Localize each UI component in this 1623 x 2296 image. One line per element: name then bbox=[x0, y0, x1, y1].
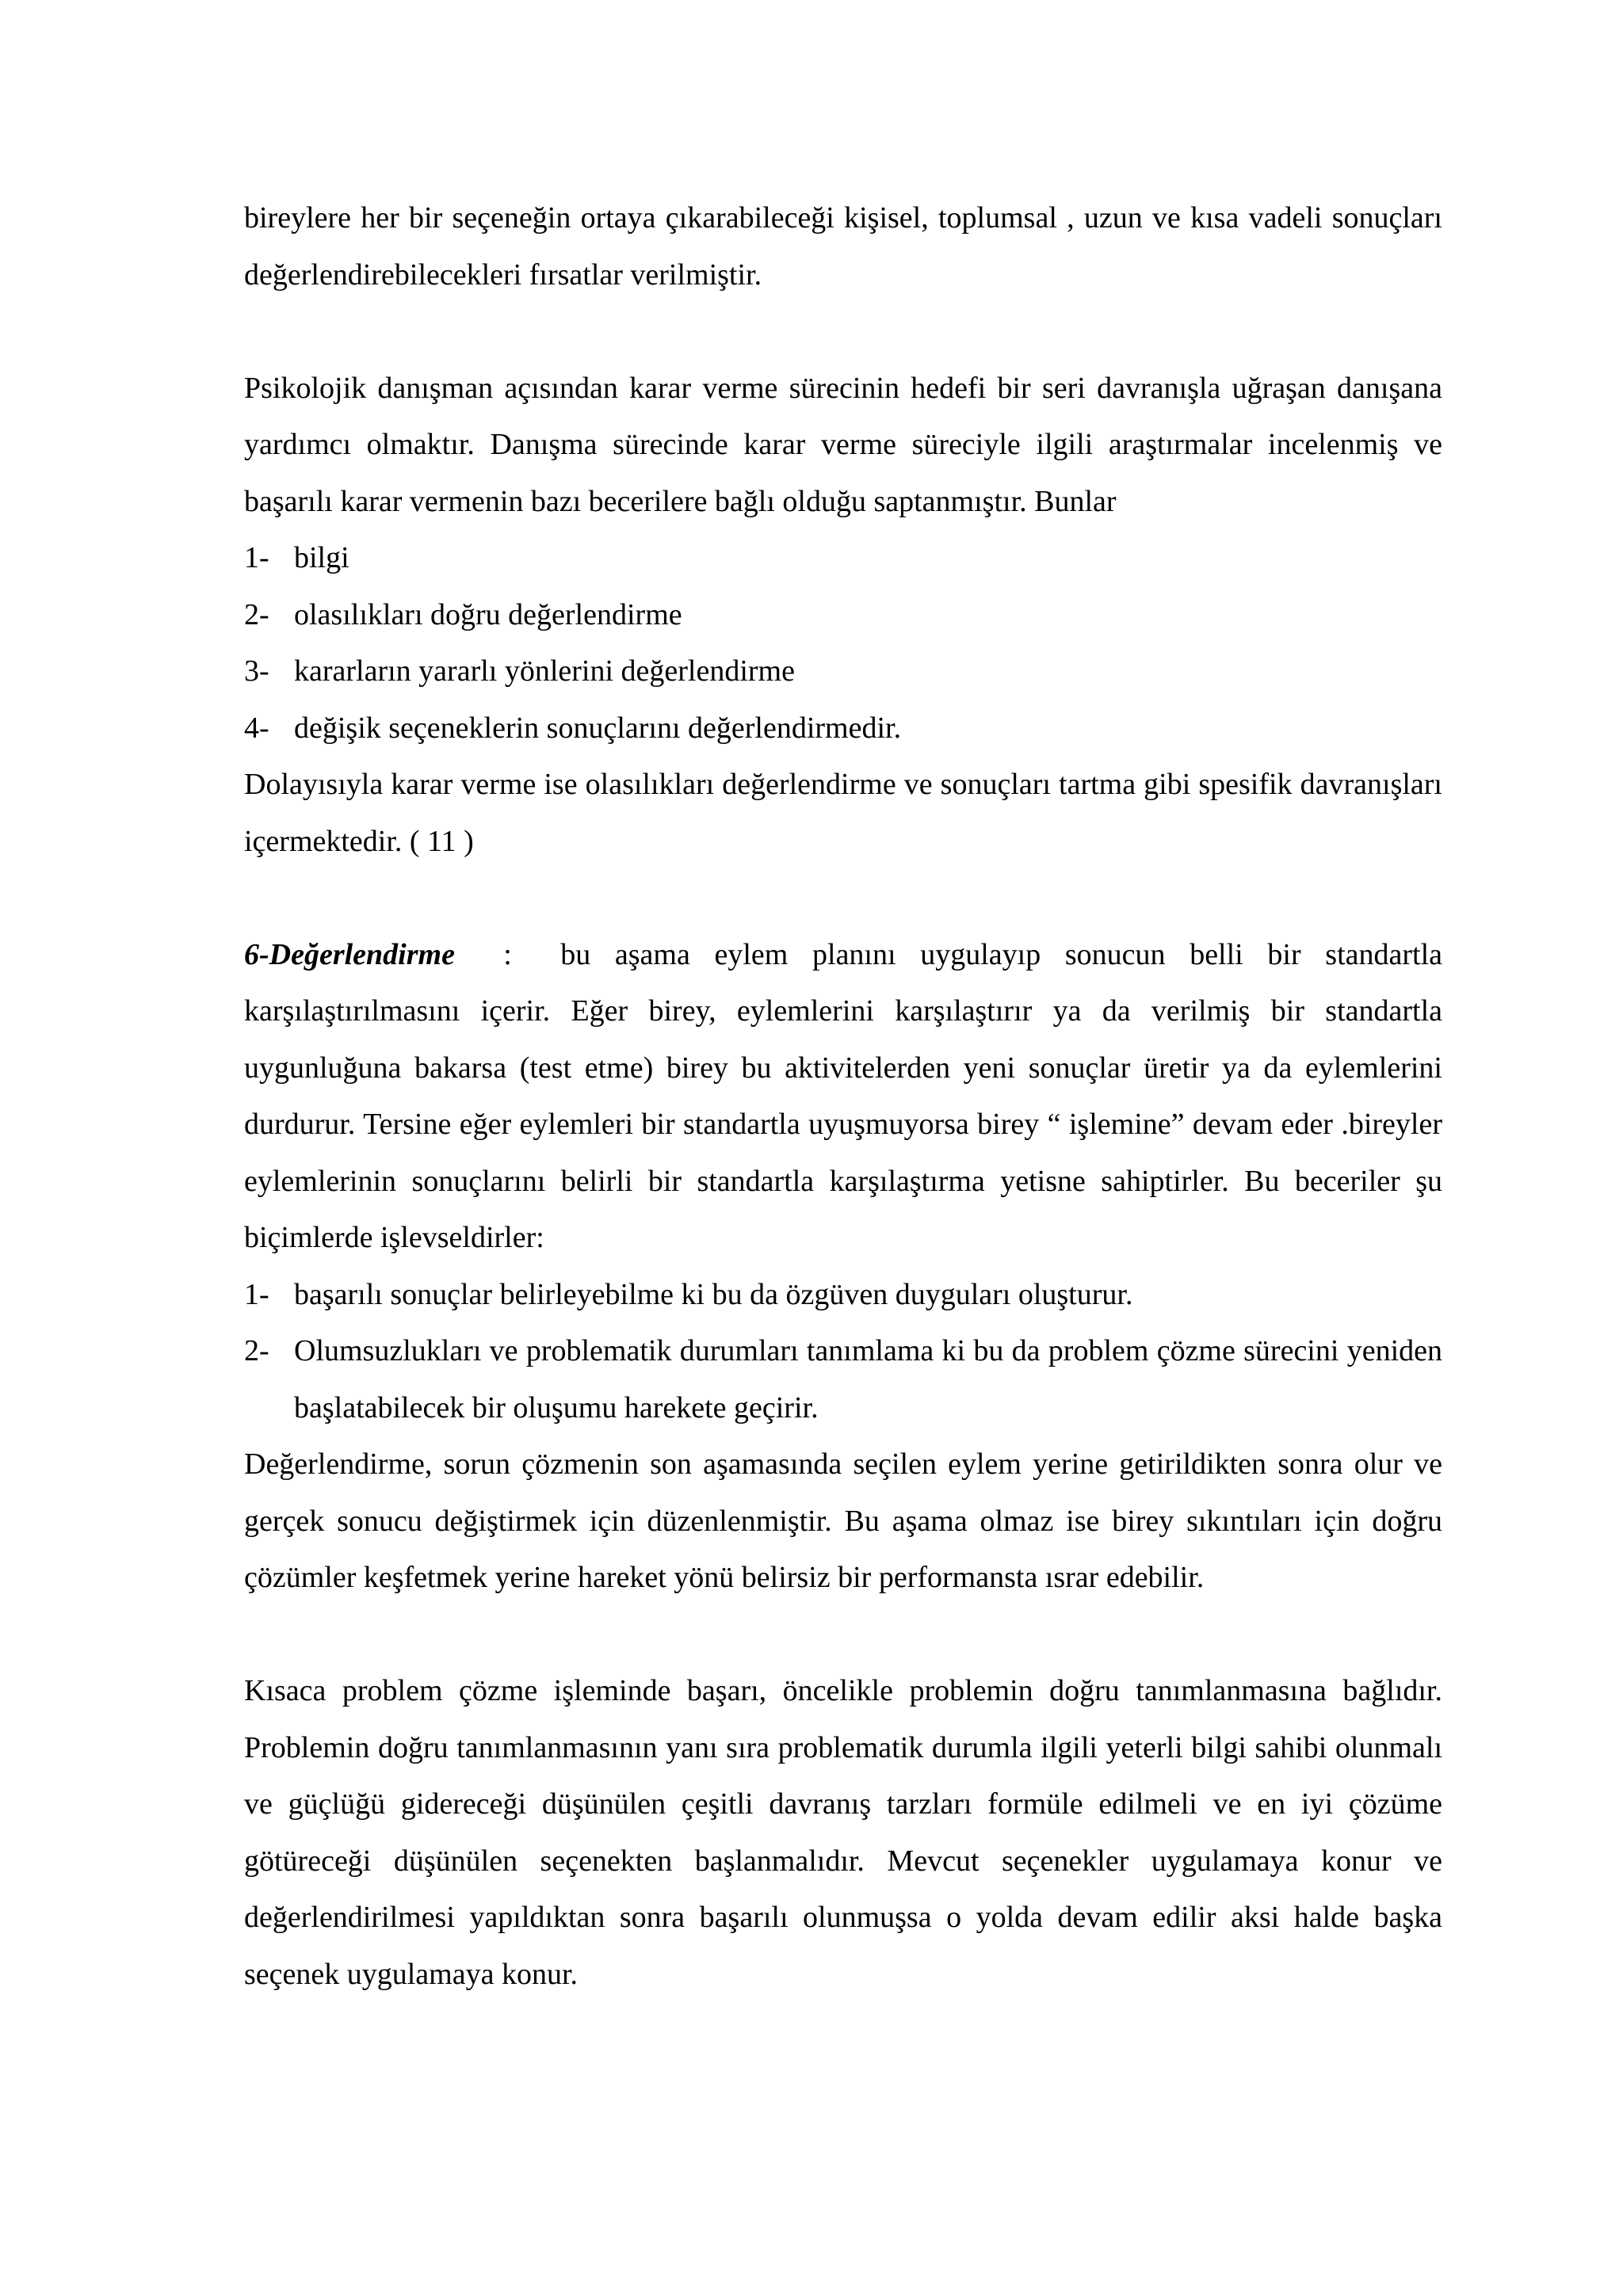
list-item-number: 2- bbox=[244, 597, 269, 631]
list-item bbox=[244, 587, 1442, 644]
list-item-number: 2- bbox=[244, 1334, 269, 1367]
list-item-number: 3- bbox=[244, 654, 269, 688]
paragraph-evaluation-timing: Değerlendirme, sorun çözmenin son aşamasında seçilen eylem yerine getirildikten sonra olur ve gerçek sonucu değiştirmek için düzenlenmiştir. Bu aşama olmaz ise birey sıkıntıları için doğru çözümler keşfetmek yerine hareket yönü belirsiz bir performansta ısrar edebilir. bbox=[244, 1447, 1442, 1594]
paragraph-options-consequences: bireylere her bir seçeneğin ortaya çıkarabileceği kişisel, toplumsal , uzun ve kısa vadeli sonuçları değerlendirebilecekleri fırsatlar verilmiştir. bbox=[244, 201, 1442, 292]
decision-skills-list bbox=[244, 530, 1442, 757]
list-item bbox=[244, 643, 1442, 700]
list-item-number: 1- bbox=[244, 541, 269, 574]
section-6-paragraph bbox=[244, 927, 1442, 1267]
list-item bbox=[244, 530, 1442, 587]
paragraph-closing-summary: Kısaca problem çözme işleminde başarı, öncelikle problemin doğru tanımlanmasına bağlıdır. Problemin doğru tanımlanmasının yanı sıra problematik durumla ilgili yeterli bilgi sahibi olunmalı ve güçlüğü gidereceği düşünülen çeşitli davranış tarzları formüle edilmeli ve en iyi çözüme götüreceği düşünülen seçenekten başlanmalıdır. Mevcut seçenekler uygulamaya konur ve değerlendirilmesi yapıldıktan sonra başarılı olunmuşsa o yolda devam edilir aksi halde başka seçenek uygulamaya konur. bbox=[244, 1674, 1442, 1991]
list-item bbox=[244, 1323, 1442, 1436]
paragraph-spacer bbox=[244, 303, 1442, 360]
section-6-separator: : bbox=[454, 937, 561, 971]
list-item-number: 4- bbox=[244, 711, 269, 745]
list-item-text: başarılı sonuçlar belirleyebilme ki bu da özgüven duyguları oluşturur. bbox=[294, 1277, 1133, 1311]
list-item-text: bilgi bbox=[294, 541, 349, 574]
paragraph-spacer bbox=[244, 870, 1442, 927]
section-6-body: bu aşama eylem planını uygulayıp sonucun belli bir standartla karşılaştırılmasını içerir. Eğer birey, eylemlerini karşılaştırır ya da verilmiş bir standartla uygunluğuna bakarsa (test etme) birey bu aktivitelerden yeni sonuçlar üretir ya da eylemlerini durdurur. Tersine eğer eylemleri bir standartla uyuşmuyorsa birey “ işlemine” devam eder .bireyler eylemlerinin sonuçlarını belirli bir standartla karşılaştırma yetisne sahiptirler. Bu beceriler şu biçimlerde işlevseldirler: bbox=[244, 937, 1442, 1254]
evaluation-functions-list bbox=[244, 1267, 1442, 1437]
paragraph-decision-summary: Dolayısıyla karar verme ise olasılıkları değerlendirme ve sonuçları tartma gibi spesifik davranışları içermektedir. ( 11 ) bbox=[244, 768, 1442, 858]
list-item-text: olasılıkları doğru değerlendirme bbox=[294, 597, 682, 631]
list-item bbox=[244, 700, 1442, 757]
list-item-number: 1- bbox=[244, 1277, 269, 1311]
list-item-text: değişik seçeneklerin sonuçlarını değerlendirmedir. bbox=[294, 711, 902, 745]
list-item bbox=[244, 1267, 1442, 1324]
list-item-text: Olumsuzlukları ve problematik durumları tanımlama ki bu da problem çözme sürecini yeniden başlatabilecek bir oluşumu harekete geçirir. bbox=[294, 1334, 1442, 1425]
paragraph-spacer bbox=[244, 1607, 1442, 1664]
paragraph-counselor-decision: Psikolojik danışman açısından karar verme sürecinin hedefi bir seri davranışla uğraşan danışana yardımcı olmaktır. Danışma sürecinde karar verme süreciyle ilgili araştırmalar incelenmiş ve başarılı karar vermenin bazı becerilere bağlı olduğu saptanmıştır. Bunlar bbox=[244, 371, 1442, 518]
document-page bbox=[244, 190, 1442, 2003]
list-item-text: kararların yararlı yönlerini değerlendirme bbox=[294, 654, 795, 688]
section-6-heading: 6-Değerlendirme bbox=[244, 937, 455, 971]
